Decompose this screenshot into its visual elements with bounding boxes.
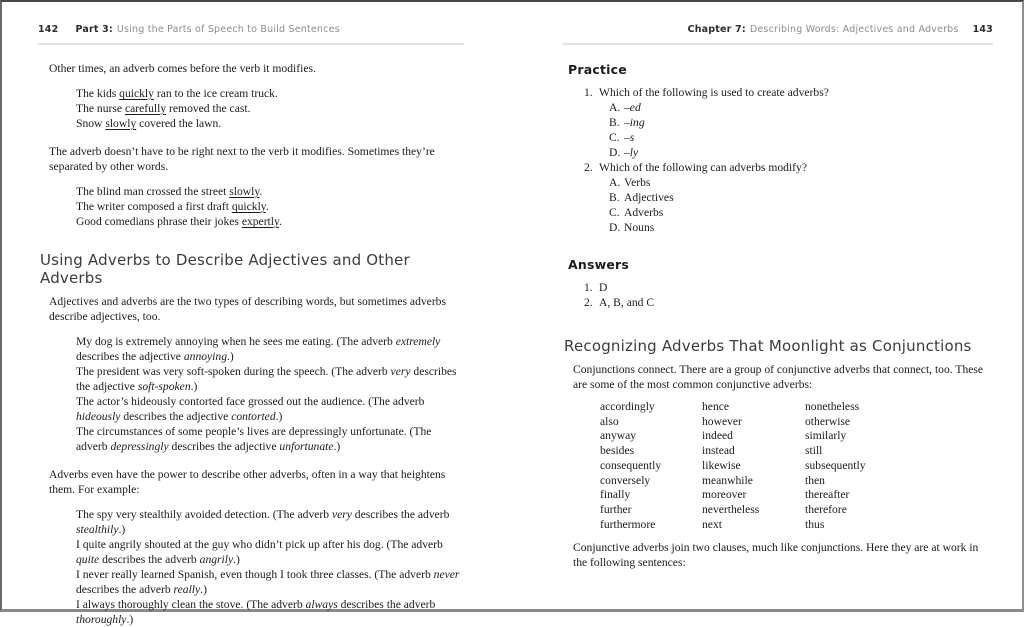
option-letter: A. bbox=[609, 101, 621, 114]
conjunctive-adverb: consequently bbox=[600, 458, 662, 472]
conjunctive-adverb: conversely bbox=[600, 473, 651, 487]
conjunctive-adverb: nonetheless bbox=[805, 400, 860, 413]
paragraph-conjunctions-outro: Conjunctive adverbs join two clauses, much like conjunctions. Here they are at work in the following sentences: bbox=[573, 541, 979, 570]
conjunctive-adverb: besides bbox=[600, 444, 635, 458]
option-text: Adjectives bbox=[624, 191, 674, 204]
answer-item bbox=[562, 280, 993, 295]
option-letter: D. bbox=[609, 146, 621, 159]
option-text: Verbs bbox=[624, 176, 651, 189]
conjunctive-adverb: also bbox=[600, 414, 619, 428]
example-sentence: The blind man crossed the street slowly. bbox=[76, 185, 263, 198]
example-sentence: I always thoroughly clean the stove. (The adverb always describes the adverb thoroughly.) bbox=[76, 598, 436, 626]
conjunctive-adverbs-column-2 bbox=[702, 400, 805, 532]
answer-item bbox=[562, 295, 993, 310]
example-sentence: I quite angrily shouted at the guy who didn’t pick up after his dog. (The adverb quite describes the adverb angrily.) bbox=[76, 538, 443, 566]
conjunctive-adverbs-column-3 bbox=[805, 400, 866, 532]
page-number-right: 143 bbox=[972, 24, 993, 35]
conjunctive-adverb: similarly bbox=[805, 429, 847, 443]
conjunctive-adverb: further bbox=[600, 502, 632, 516]
conjunctive-adverb: likewise bbox=[702, 458, 741, 472]
page-header-right bbox=[562, 24, 993, 45]
conjunctive-adverbs-list bbox=[600, 400, 993, 532]
conjunctive-adverb: thus bbox=[805, 517, 825, 531]
paragraph-separated: The adverb doesn’t have to be right next to the verb it modifies. Sometimes they’re separated by other words. bbox=[49, 145, 435, 173]
option-text: Nouns bbox=[624, 221, 655, 234]
conjunctive-adverb: anyway bbox=[600, 429, 637, 443]
example-sentence: Snow slowly covered the lawn. bbox=[76, 117, 222, 130]
example-sentence: The actor’s hideously contorted face grossed out the audience. (The adverb hideously describes the adjective contorted.) bbox=[76, 395, 425, 423]
example-group-3 bbox=[38, 334, 464, 454]
practice-option bbox=[562, 115, 993, 130]
practice-option bbox=[562, 205, 993, 220]
paragraph-intro: Other times, an adverb comes before the verb it modifies. bbox=[49, 62, 316, 75]
conjunctive-adverb: therefore bbox=[805, 502, 847, 516]
conjunctive-adverb: then bbox=[805, 473, 825, 487]
example-sentence: The spy very stealthily avoided detection. (The adverb very describes the adverb stealthily.) bbox=[76, 508, 450, 536]
header-chapter-title: Describing Words: Adjectives and Adverbs bbox=[749, 24, 959, 35]
conjunctive-adverb: next bbox=[702, 517, 722, 531]
header-part-title: Using the Parts of Speech to Build Sentences bbox=[116, 24, 340, 35]
example-sentence: Good comedians phrase their jokes expertly. bbox=[76, 215, 282, 228]
header-part-label: Part 3: bbox=[75, 24, 113, 35]
option-text: –ly bbox=[624, 146, 639, 159]
option-text: Adverbs bbox=[624, 206, 664, 219]
conjunctive-adverb: accordingly bbox=[600, 400, 655, 413]
example-sentence: The president was very soft-spoken during the speech. (The adverb very describes the adjective soft-spoken.) bbox=[76, 365, 457, 393]
practice-option bbox=[562, 145, 993, 160]
conjunctive-adverb: thereafter bbox=[805, 488, 850, 502]
option-letter: A. bbox=[609, 176, 621, 189]
practice-option bbox=[562, 220, 993, 235]
example-sentence: I never really learned Spanish, even though I took three classes. (The adverb never describes the adverb really.) bbox=[76, 568, 460, 596]
question-number: 1. bbox=[584, 86, 593, 99]
practice-question-1 bbox=[562, 85, 993, 100]
page-number-left: 142 bbox=[38, 24, 59, 35]
example-sentence: The kids quickly ran to the ice cream truck. bbox=[76, 87, 278, 100]
answer-text: A, B, and C bbox=[599, 296, 655, 309]
practice-option bbox=[562, 190, 993, 205]
option-letter: D. bbox=[609, 221, 621, 234]
example-group-1 bbox=[38, 86, 464, 131]
paragraph-adverbs-describe-adverbs: Adverbs even have the power to describe other adverbs, often in a way that heightens them. For example: bbox=[49, 468, 446, 496]
conjunctive-adverb: furthermore bbox=[600, 517, 656, 531]
conjunctive-adverb: hence bbox=[702, 400, 730, 413]
conjunctive-adverb: indeed bbox=[702, 429, 733, 443]
example-sentence: The circumstances of some people’s lives are depressingly unfortunate. (The adverb depressingly describes the adjective unfortunate.) bbox=[76, 425, 432, 453]
conjunctive-adverb: moreover bbox=[702, 488, 747, 502]
example-group-2 bbox=[38, 184, 464, 229]
section-heading-using-adverbs: Using Adverbs to Describe Adjectives and Other Adverbs bbox=[40, 251, 410, 287]
paragraph-conjunctions-intro: Conjunctions connect. There are a group of conjunctive adverbs that connect, too. These are some of the most common conjunctive adverbs: bbox=[573, 363, 984, 391]
heading-answers: Answers bbox=[568, 257, 630, 272]
conjunctive-adverb: finally bbox=[600, 488, 631, 502]
answer-text: D bbox=[599, 281, 608, 294]
conjunctive-adverb: meanwhile bbox=[702, 473, 753, 487]
practice-option bbox=[562, 175, 993, 190]
header-chapter-label: Chapter 7: bbox=[687, 24, 746, 35]
option-text: –s bbox=[624, 131, 635, 144]
question-text: Which of the following can adverbs modify? bbox=[599, 161, 807, 174]
practice-option bbox=[562, 100, 993, 115]
example-sentence: The writer composed a first draft quickly. bbox=[76, 200, 269, 213]
heading-practice: Practice bbox=[568, 62, 627, 77]
option-text: –ed bbox=[624, 101, 641, 114]
option-letter: C. bbox=[609, 206, 620, 219]
example-sentence: My dog is extremely annoying when he sees me eating. (The adverb extremely describes the adjective annoying.) bbox=[76, 335, 441, 363]
conjunctive-adverb: subsequently bbox=[805, 458, 866, 472]
section-heading-conjunctions: Recognizing Adverbs That Moonlight as Conjunctions bbox=[564, 337, 972, 355]
option-letter: B. bbox=[609, 191, 620, 204]
example-sentence: The nurse carefully removed the cast. bbox=[76, 102, 251, 115]
practice-option bbox=[562, 130, 993, 145]
answer-number: 2. bbox=[584, 296, 593, 309]
page-right bbox=[562, 24, 993, 570]
conjunctive-adverb: still bbox=[805, 444, 823, 458]
conjunctive-adverbs-column-1 bbox=[600, 400, 702, 532]
page-header-left bbox=[38, 24, 464, 45]
question-number: 2. bbox=[584, 161, 593, 174]
practice-question-2 bbox=[562, 160, 993, 175]
option-text: –ing bbox=[624, 116, 645, 129]
example-group-4 bbox=[38, 507, 464, 627]
answer-number: 1. bbox=[584, 281, 593, 294]
page-left bbox=[38, 24, 464, 627]
paragraph-adjectives-adverbs: Adjectives and adverbs are the two types of describing words, but sometimes adverbs describe adjectives, too. bbox=[49, 295, 446, 323]
option-letter: B. bbox=[609, 116, 620, 129]
conjunctive-adverb: nevertheless bbox=[702, 502, 760, 516]
conjunctive-adverb: instead bbox=[702, 444, 735, 458]
conjunctive-adverb: however bbox=[702, 414, 742, 428]
question-text: Which of the following is used to create adverbs? bbox=[599, 86, 829, 99]
option-letter: C. bbox=[609, 131, 620, 144]
conjunctive-adverb: otherwise bbox=[805, 414, 851, 428]
